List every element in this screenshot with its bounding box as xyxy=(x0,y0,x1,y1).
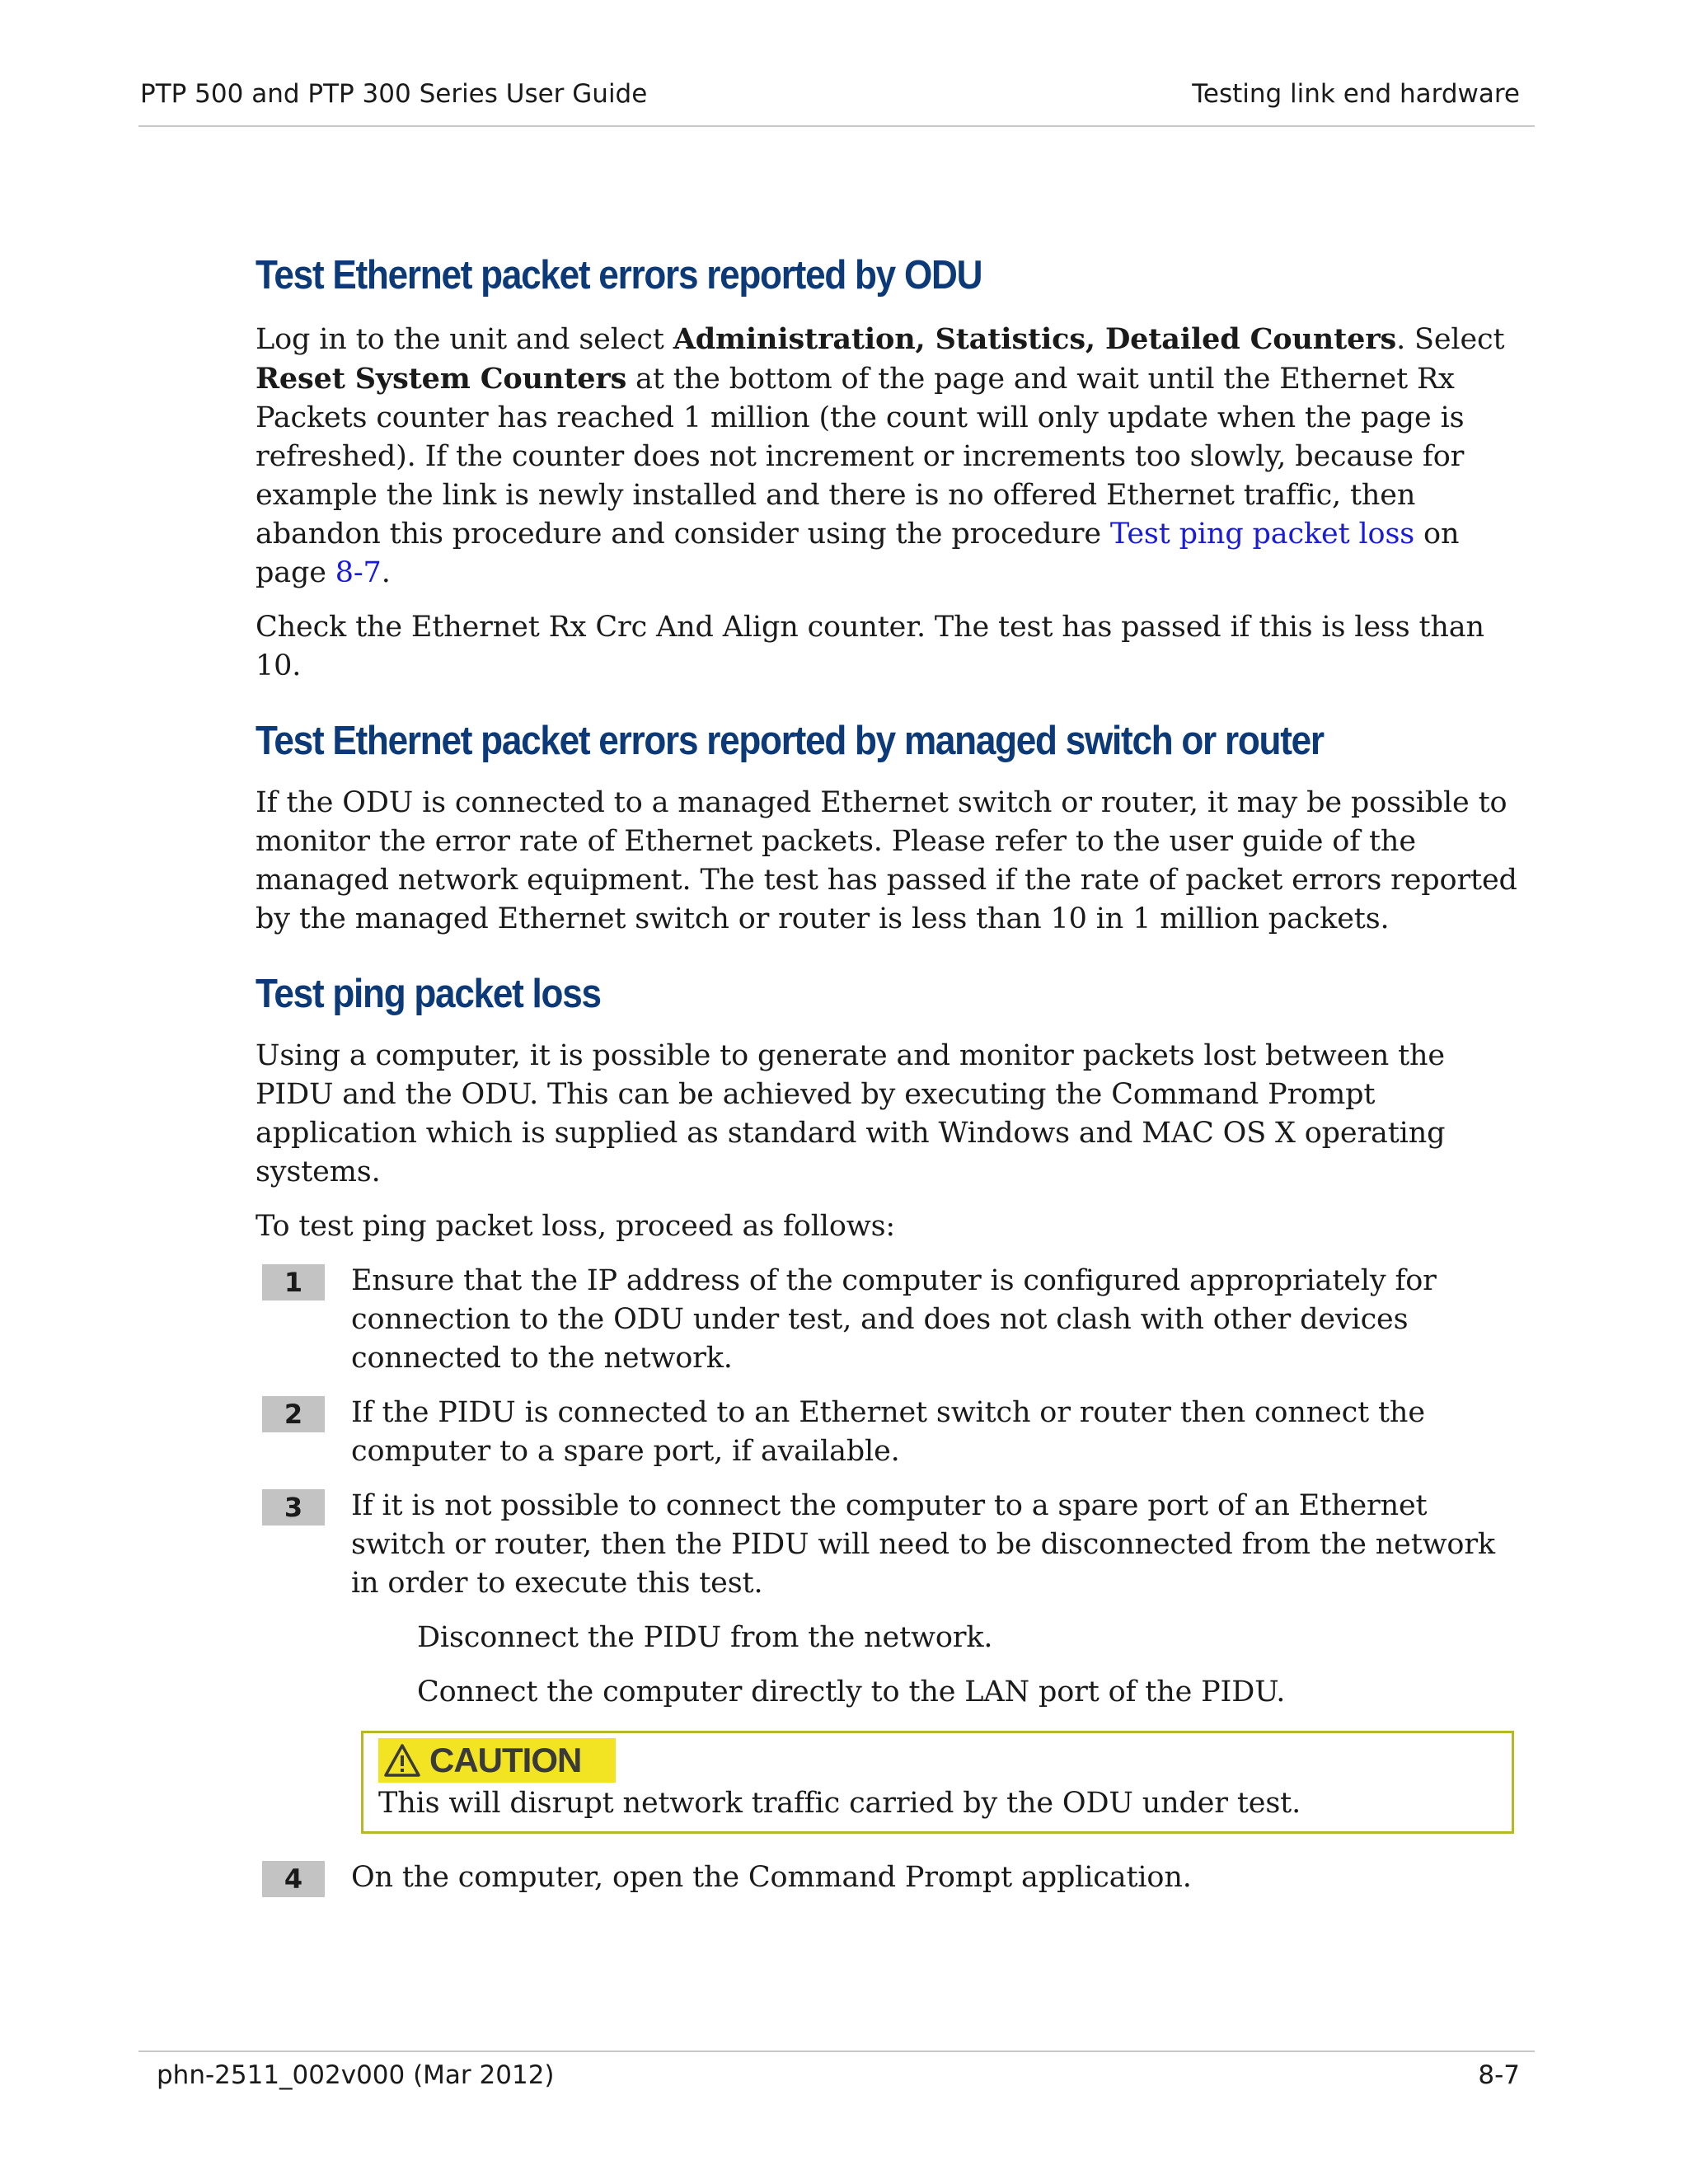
caution-text: This will disrupt network traffic carried by the ODU under test. xyxy=(378,1787,1301,1820)
text-run: . xyxy=(381,556,391,589)
substep-connect: Connect the computer directly to the LAN port of the PIDU. xyxy=(417,1675,1286,1708)
footer-divider xyxy=(138,2050,1535,2052)
warning-triangle-icon xyxy=(383,1743,421,1778)
running-footer xyxy=(157,2060,1520,2090)
step-number-badge: 4 xyxy=(262,1861,325,1897)
caution-label xyxy=(378,1738,616,1783)
step-text: If it is not possible to connect the computer to a spare port of an Ethernet switch or router, then the PIDU will need to be disconnected from the network in order to execute this test. xyxy=(351,1489,1495,1600)
footer-page-number: 8-7 xyxy=(1478,2060,1520,2090)
page-content xyxy=(256,247,1525,1897)
switch-errors-paragraph: If the ODU is connected to a managed Ethernet switch or router, it may be possible to monitor the error rate of Ethernet packets. Please refer to the user guide of the managed network equipment. The test has passed if the rate of packet errors reported by the managed Ethernet switch or router is less than 10 in 1 million packets. xyxy=(256,786,1517,935)
ping-proceed-paragraph: To test ping packet loss, proceed as follows: xyxy=(256,1210,896,1243)
reset-counters-text: Reset System Counters xyxy=(256,362,627,396)
section-heading-ping-loss: Test ping packet loss xyxy=(256,972,601,1016)
header-divider xyxy=(138,125,1535,127)
step-number-badge: 3 xyxy=(262,1489,325,1526)
running-header xyxy=(140,79,1520,109)
step-text: On the computer, open the Command Prompt application. xyxy=(351,1861,1192,1894)
caution-box xyxy=(361,1731,1514,1834)
caution-label-text: CAUTION xyxy=(429,1741,582,1779)
header-chapter-title: Testing link end hardware xyxy=(1192,79,1520,109)
step-number-badge: 2 xyxy=(262,1396,325,1432)
footer-doc-id: phn-2511_002v000 (Mar 2012) xyxy=(157,2060,555,2090)
text-run: Log in to the unit and select xyxy=(256,323,673,356)
step-text: If the PIDU is connected to an Ethernet switch or router then connect the computer to a spare port, if available. xyxy=(351,1396,1425,1468)
step-1 xyxy=(256,1262,1525,1378)
step-4 xyxy=(256,1858,1525,1897)
header-guide-title: PTP 500 and PTP 300 Series User Guide xyxy=(140,79,648,109)
step-number-badge: 1 xyxy=(262,1264,325,1301)
section-heading-odu-errors: Test Ethernet packet errors reported by ODU xyxy=(256,253,982,298)
step-3 xyxy=(256,1487,1525,1603)
step-2 xyxy=(256,1394,1525,1471)
text-run: . Select xyxy=(1396,323,1505,356)
text-run: at the bottom of the page and wait until the Ethernet Rx Packets counter has reached 1 million (the count will only update when the page is refreshed). If the counter does not increment or increments too slowly, because for example the link is newly installed and there is no offered Ethernet traffic, then abandon this procedure and consider using the procedure xyxy=(256,363,1465,551)
substep-disconnect: Disconnect the PIDU from the network. xyxy=(417,1621,993,1654)
odu-errors-paragraph xyxy=(256,320,1525,593)
section-heading-switch-errors: Test Ethernet packet errors reported by managed switch or router xyxy=(256,719,1324,763)
menu-path-text: Administration, Statistics, Detailed Counters xyxy=(673,322,1397,356)
crc-check-paragraph: Check the Ethernet Rx Crc And Align counter. The test has passed if this is less than 10. xyxy=(256,611,1484,682)
test-ping-link[interactable]: Test ping packet loss xyxy=(1109,518,1415,551)
text-run: on page xyxy=(256,518,1460,589)
page-ref-link[interactable]: 8-7 xyxy=(335,556,382,589)
ping-intro-paragraph: Using a computer, it is possible to generate and monitor packets lost between the PIDU and the ODU. This can be achieved by executing the Command Prompt application which is supplied as standard with Windows and MAC OS X operating systems. xyxy=(256,1039,1446,1188)
step-text: Ensure that the IP address of the computer is configured appropriately for connection to the ODU under test, and does not clash with other devices connected to the network. xyxy=(351,1264,1437,1375)
